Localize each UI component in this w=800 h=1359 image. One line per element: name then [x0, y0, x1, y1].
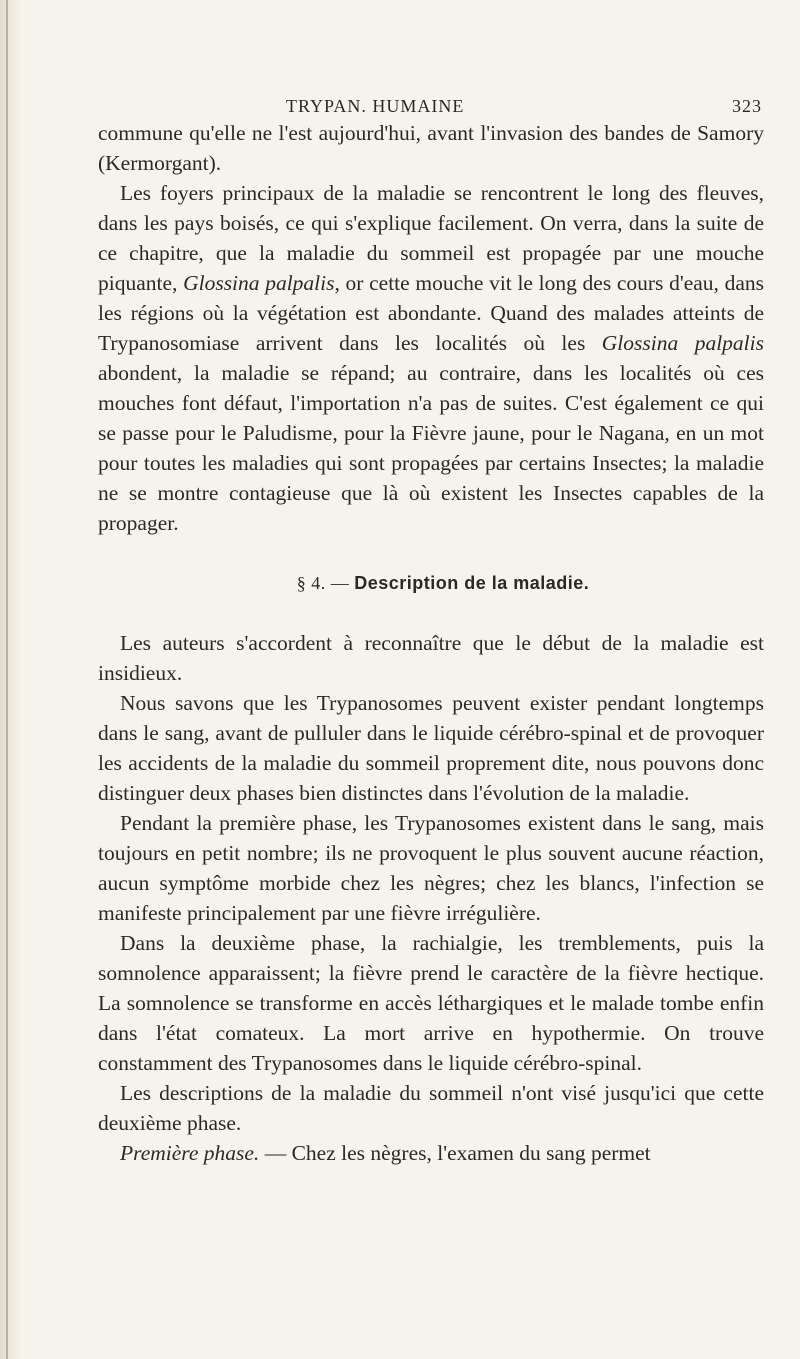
section-title: Description de la maladie.	[354, 573, 590, 593]
subsection-label: Première phase.	[120, 1141, 260, 1165]
paragraph: commune qu'elle ne l'est aujourd'hui, avant l'invasion des bandes de Samory (Kermorgant).	[98, 121, 764, 175]
paragraph: Dans la deuxième phase, la rachialgie, les tremblements, puis la somnolence apparaissent; la fièvre prend le caractère de la fièvre hectique. La somnolence se transforme en accès léthargiques et le malade tombe enfin dans l'état comateux. La mort arrive en hypothermie. On trouve constamment des Trypanosomes dans le liquide cérébro-spinal.	[98, 931, 764, 1075]
page-spine-edge	[0, 0, 22, 1359]
text-run: , or cette mouche vit le long des cours d'eau, dans les régions où la végétation est abondante. Quand des malades atteints de Trypanosomiase arrivent dans les localités où les	[98, 271, 764, 355]
running-header	[100, 96, 790, 120]
running-title: TRYPAN. HUMAINE	[286, 96, 465, 116]
paragraph	[98, 178, 764, 538]
species-name: Glossina palpalis	[601, 331, 764, 355]
paragraph: Pendant la première phase, les Trypanosomes existent dans le sang, mais toujours en petit nombre; ils ne provoquent le plus souvent aucune réaction, aucun symptôme morbide chez les nègres; chez les blancs, l'infection se manifeste principalement par une fièvre irrégulière.	[98, 811, 764, 925]
paragraph	[98, 1138, 764, 1168]
section-number: § 4. —	[296, 573, 355, 593]
paragraph: Nous savons que les Trypanosomes peuvent exister pendant longtemps dans le sang, avant de pulluler dans le liquide cérébro-spinal et de provoquer les accidents de la maladie du sommeil proprement dite, nous pouvons donc distinguer deux phases bien distinctes dans l'évolution de la maladie.	[98, 691, 764, 805]
page-number: 323	[732, 96, 762, 116]
section-heading	[98, 568, 764, 598]
paragraph: Les auteurs s'accordent à reconnaître que le début de la maladie est insidieux.	[98, 631, 764, 685]
text-run: — Chez les nègres, l'examen du sang permet	[259, 1141, 651, 1165]
species-name: Glossina palpalis	[183, 271, 335, 295]
paragraph: Les descriptions de la maladie du sommeil n'ont visé jusqu'ici que cette deuxième phase.	[98, 1081, 764, 1135]
text-run: Les foyers principaux de la maladie se rencontrent le long des fleuves, dans les pays boisés, ce qui s'explique facilement. On verra, dans la suite de ce chapitre, que la maladie du sommeil est propagée par une mouche piquante,	[98, 181, 764, 295]
text-run: abondent, la maladie se répand; au contraire, dans les localités où ces mouches font défaut, l'importation n'a pas de suites. C'est également ce qui se passe pour le Paludisme, pour la Fièvre jaune, pour le Nagana, en un mot pour toutes les maladies qui sont propagées par certains Insectes; la maladie ne se montre contagieuse que là où existent les Insectes capables de la propager.	[98, 361, 764, 535]
page-body	[98, 118, 764, 1168]
